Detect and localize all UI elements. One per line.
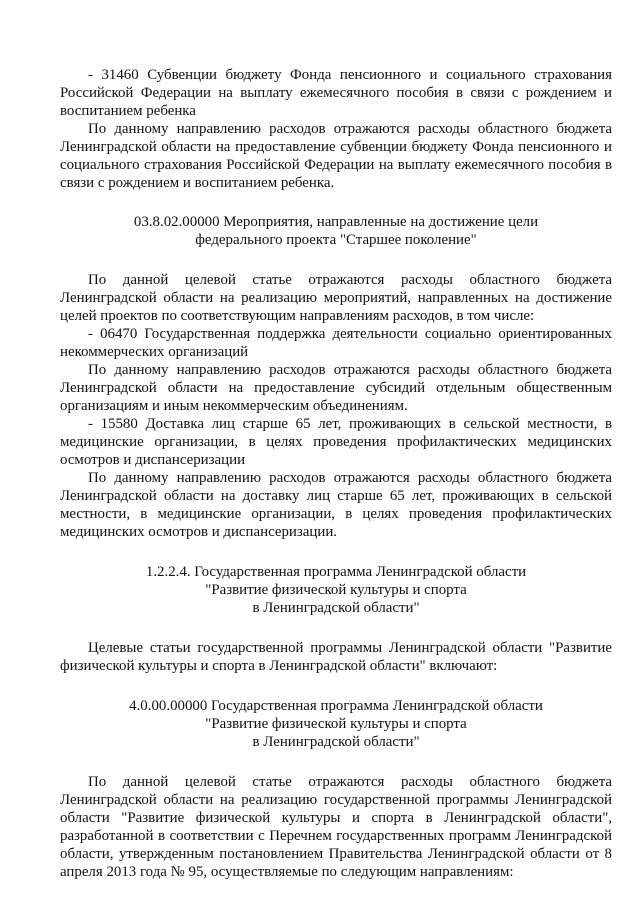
heading-line: "Развитие физической культуры и спорта xyxy=(205,716,467,732)
paragraph-31460-item: - 31460 Субвенции бюджету Фонда пенсионного и социального страхования Российской Федерации на выплату ежемесячного пособия в связи с рождением и воспитанием ребенка xyxy=(60,67,612,119)
paragraph-31460-description: По данному направлению расходов отражаются расходы областного бюджета Ленинградской области на предоставление субвенции бюджету Фонда пенсионного и социального страхования Российской Федерации на выплату ежемесячного пособия в связи с рождением и воспитанием ребенка. xyxy=(60,121,612,191)
heading-line: 4.0.00.00000 Государственная программа Ленинградской области xyxy=(129,698,543,714)
document-page xyxy=(60,66,612,881)
paragraph-15580-description: По данному направлению расходов отражаются расходы областного бюджета Ленинградской области на доставку лиц старше 65 лет, проживающих в сельской местности, в медицинские организации, в целях проведения профилактических медицинских осмотров и диспансеризации. xyxy=(60,470,612,540)
paragraph-4-0-00-description: По данной целевой статье отражаются расходы областного бюджета Ленинградской области на реализацию государственной программы Ленинградской области "Развитие физической культуры и спорта в Ленинградской области", разработанной в соответствии с Перечнем государственных программ Ленинградской области, утвержденным постановлением Правительства Ленинградской области от 8 апреля 2013 года № 95, осуществляемые по следующим направлениям: xyxy=(60,774,612,880)
heading-4-0-00 xyxy=(60,697,612,751)
heading-line: 03.8.02.00000 Мероприятия, направленные на достижение цели xyxy=(133,214,539,230)
heading-line: 1.2.2.4. Государственная программа Ленинградской области xyxy=(145,564,527,580)
heading-03-8-02 xyxy=(60,213,612,249)
heading-line: в Ленинградской области" xyxy=(252,600,420,616)
paragraph-06470-item: - 06470 Государственная поддержка деятельности социально ориентированных некоммерческих организаций xyxy=(60,326,612,360)
paragraph-program-articles: Целевые статьи государственной программы Ленинградской области "Развитие физической культуры и спорта в Ленинградской области" включают: xyxy=(60,640,612,674)
heading-1-2-2-4 xyxy=(60,563,612,617)
heading-line: в Ленинградской области" xyxy=(252,734,420,750)
paragraph-03-8-02-intro: По данной целевой статье отражаются расходы областного бюджета Ленинградской области на реализацию мероприятий, направленных на достижение целей проектов по соответствующим направлениям расходов, в том числе: xyxy=(60,272,612,324)
paragraph-15580-item: - 15580 Доставка лиц старше 65 лет, проживающих в сельской местности, в медицинские организации, в целях проведения профилактических медицинских осмотров и диспансеризации xyxy=(60,416,612,468)
heading-line: федерального проекта "Старшее поколение" xyxy=(195,232,477,248)
heading-line: "Развитие физической культуры и спорта xyxy=(205,582,467,598)
paragraph-06470-description: По данному направлению расходов отражаются расходы областного бюджета Ленинградской области на предоставление субсидий отдельным общественным организациям и иным некоммерческим объединениям. xyxy=(60,362,612,414)
